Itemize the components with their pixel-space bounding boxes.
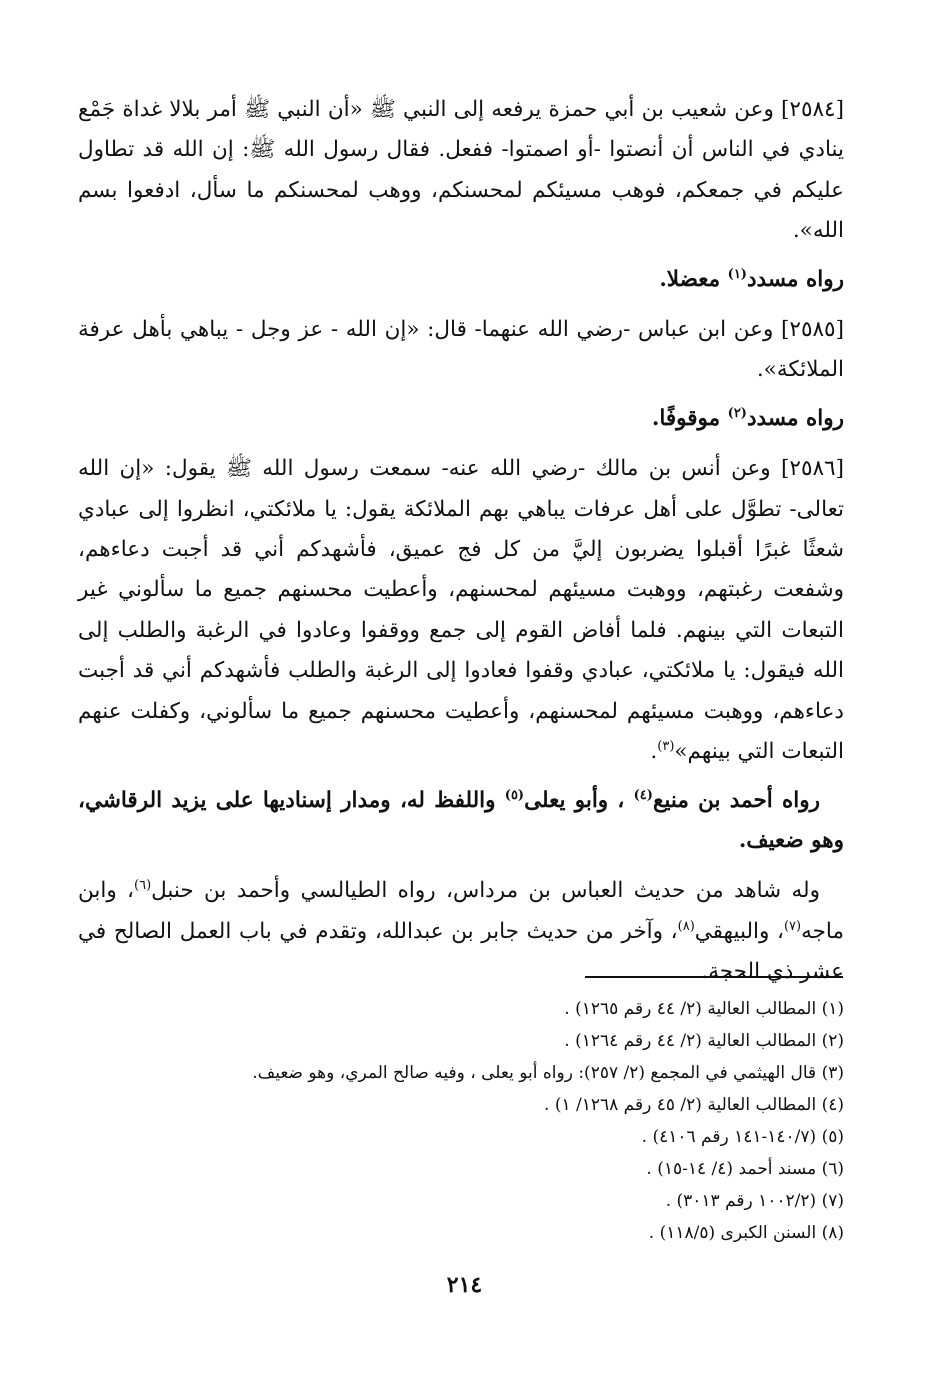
riwaya-2584 <box>78 260 844 300</box>
shahid-paragraph <box>78 871 844 992</box>
riwaya-text: رواه أحمد بن منيع <box>652 787 820 813</box>
footnote-5: (٥) (١٤٠/٧-١٤١ رقم ٤١٠٦) . <box>641 1127 844 1147</box>
hadith-text: . <box>650 739 658 765</box>
footnote-ref-2: (٢) <box>727 405 747 421</box>
footnote-ref-3: (٣) <box>657 738 675 754</box>
footnote-ref-1: (١) <box>727 266 747 282</box>
shahid-text: وله شاهد من حديث العباس بن مرداس، رواه الطيالسي وأحمد بن حنبل <box>151 878 820 904</box>
shahid-text: ، والبيهقي <box>694 918 784 944</box>
main-text <box>78 90 844 1001</box>
footnote-ref-6: (٦) <box>134 878 152 894</box>
footnote-3: (٣) قال الهيثمي في المجمع (٢/ ٢٥٧): رواه أبو يعلى ، وفيه صالح المري، وهو ضعيف. <box>252 1063 844 1083</box>
hadith-2586 <box>78 449 844 772</box>
footnote-ref-8: (٨) <box>677 918 695 934</box>
riwaya-text: موقوفًا. <box>651 405 728 431</box>
hadith-text: [٢٥٨٦] وعن أنس بن مالك -رضي الله عنه- سمعت رسول الله ﷺ يقول: «إن الله تعالى- تطوَّل على أهل عرفات يباهي بهم الملائكة يقول: يا ملائكتي، انظروا إلى عبادي شعثًا غبرًا أقبلوا يضربون إليَّ من كل فج عميق، فأشهدكم أني قد أجبت دعاءهم، وشفعت رغبتهم، ووهبت مسيئهم لمحسنهم، وأعطيت محسنهم جميع ما سألوني غير التبعات التي بينهم. فلما أفاض القوم إلى جمع ووقفوا وعادوا في الرغبة والطلب إلى الله فيقول: يا ملائكتي، عبادي وقفوا فعادوا إلى الرغبة والطلب فأشهدكم أني قد أجبت دعاءهم، ووهبت مسيئهم لمحسنهم، وأعطيت محسنهم جميع ما سألوني، وكفلت عنهم التبعات التي بينهم» <box>78 456 844 765</box>
shahid-text: ، وابن ماجه <box>78 878 844 944</box>
riwaya-text: رواه مسدد <box>746 405 844 431</box>
footnote-6: (٦) مسند أحمد (٤/ ١٤-١٥) . <box>646 1159 844 1179</box>
footnote-4: (٤) المطالب العالية (٢/ ٤٥ رقم ١٢٦٨/ ١) . <box>544 1095 844 1115</box>
riwaya-2585 <box>78 399 844 439</box>
riwaya-2586 <box>78 781 844 862</box>
footnote-7: (٧) (١٠٠٢/٢ رقم ٣٠١٣) . <box>665 1191 844 1211</box>
riwaya-text: رواه مسدد <box>746 266 844 292</box>
riwaya-text: معضلا. <box>659 266 728 292</box>
shahid-text: ، وآخر من حديث جابر بن عبدالله، وتقدم في باب العمل الصالح في عشر ذي الحجة. <box>78 918 844 985</box>
footnotes <box>84 993 844 1249</box>
hadith-2584: [٢٥٨٤] وعن شعيب بن أبي حمزة يرفعه إلى النبي ﷺ «أن النبي ﷺ أمر بلالا غداة جَمْع ينادي في الناس أن أنصتوا -أو اصمتوا- ففعل. فقال رسول الله ﷺ: إن الله قد تطاول عليكم في جمعكم، فوهب مسيئكم لمحسنكم، ووهب لمحسنكم ما سأل، ادفعوا بسم الله». <box>78 97 844 244</box>
footnote-divider <box>585 976 843 978</box>
hadith-2585: [٢٥٨٥] وعن ابن عباس -رضي الله عنهما- قال: «إن الله - عز وجل - يباهي بأهل عرفة الملائكة». <box>78 317 844 383</box>
riwaya-text: ، وأبو يعلى <box>524 787 634 813</box>
footnote-1: (١) المطالب العالية (٢/ ٤٤ رقم ١٢٦٥) . <box>564 999 844 1019</box>
footnote-ref-4: (٤) <box>633 787 653 803</box>
footnote-8: (٨) السنن الكبرى (١١٨/٥) . <box>648 1223 844 1243</box>
riwaya-text: واللفظ له، ومدار إسناديها على يزيد الرقاشي، وهو ضعيف. <box>78 787 844 853</box>
page-number: ٢١٤ <box>446 1272 483 1298</box>
footnote-ref-5: (٥) <box>504 787 525 803</box>
footnote-2: (٢) المطالب العالية (٢/ ٤٤ رقم ١٢٦٤) . <box>564 1031 844 1051</box>
footnote-ref-7: (٧) <box>783 918 802 934</box>
